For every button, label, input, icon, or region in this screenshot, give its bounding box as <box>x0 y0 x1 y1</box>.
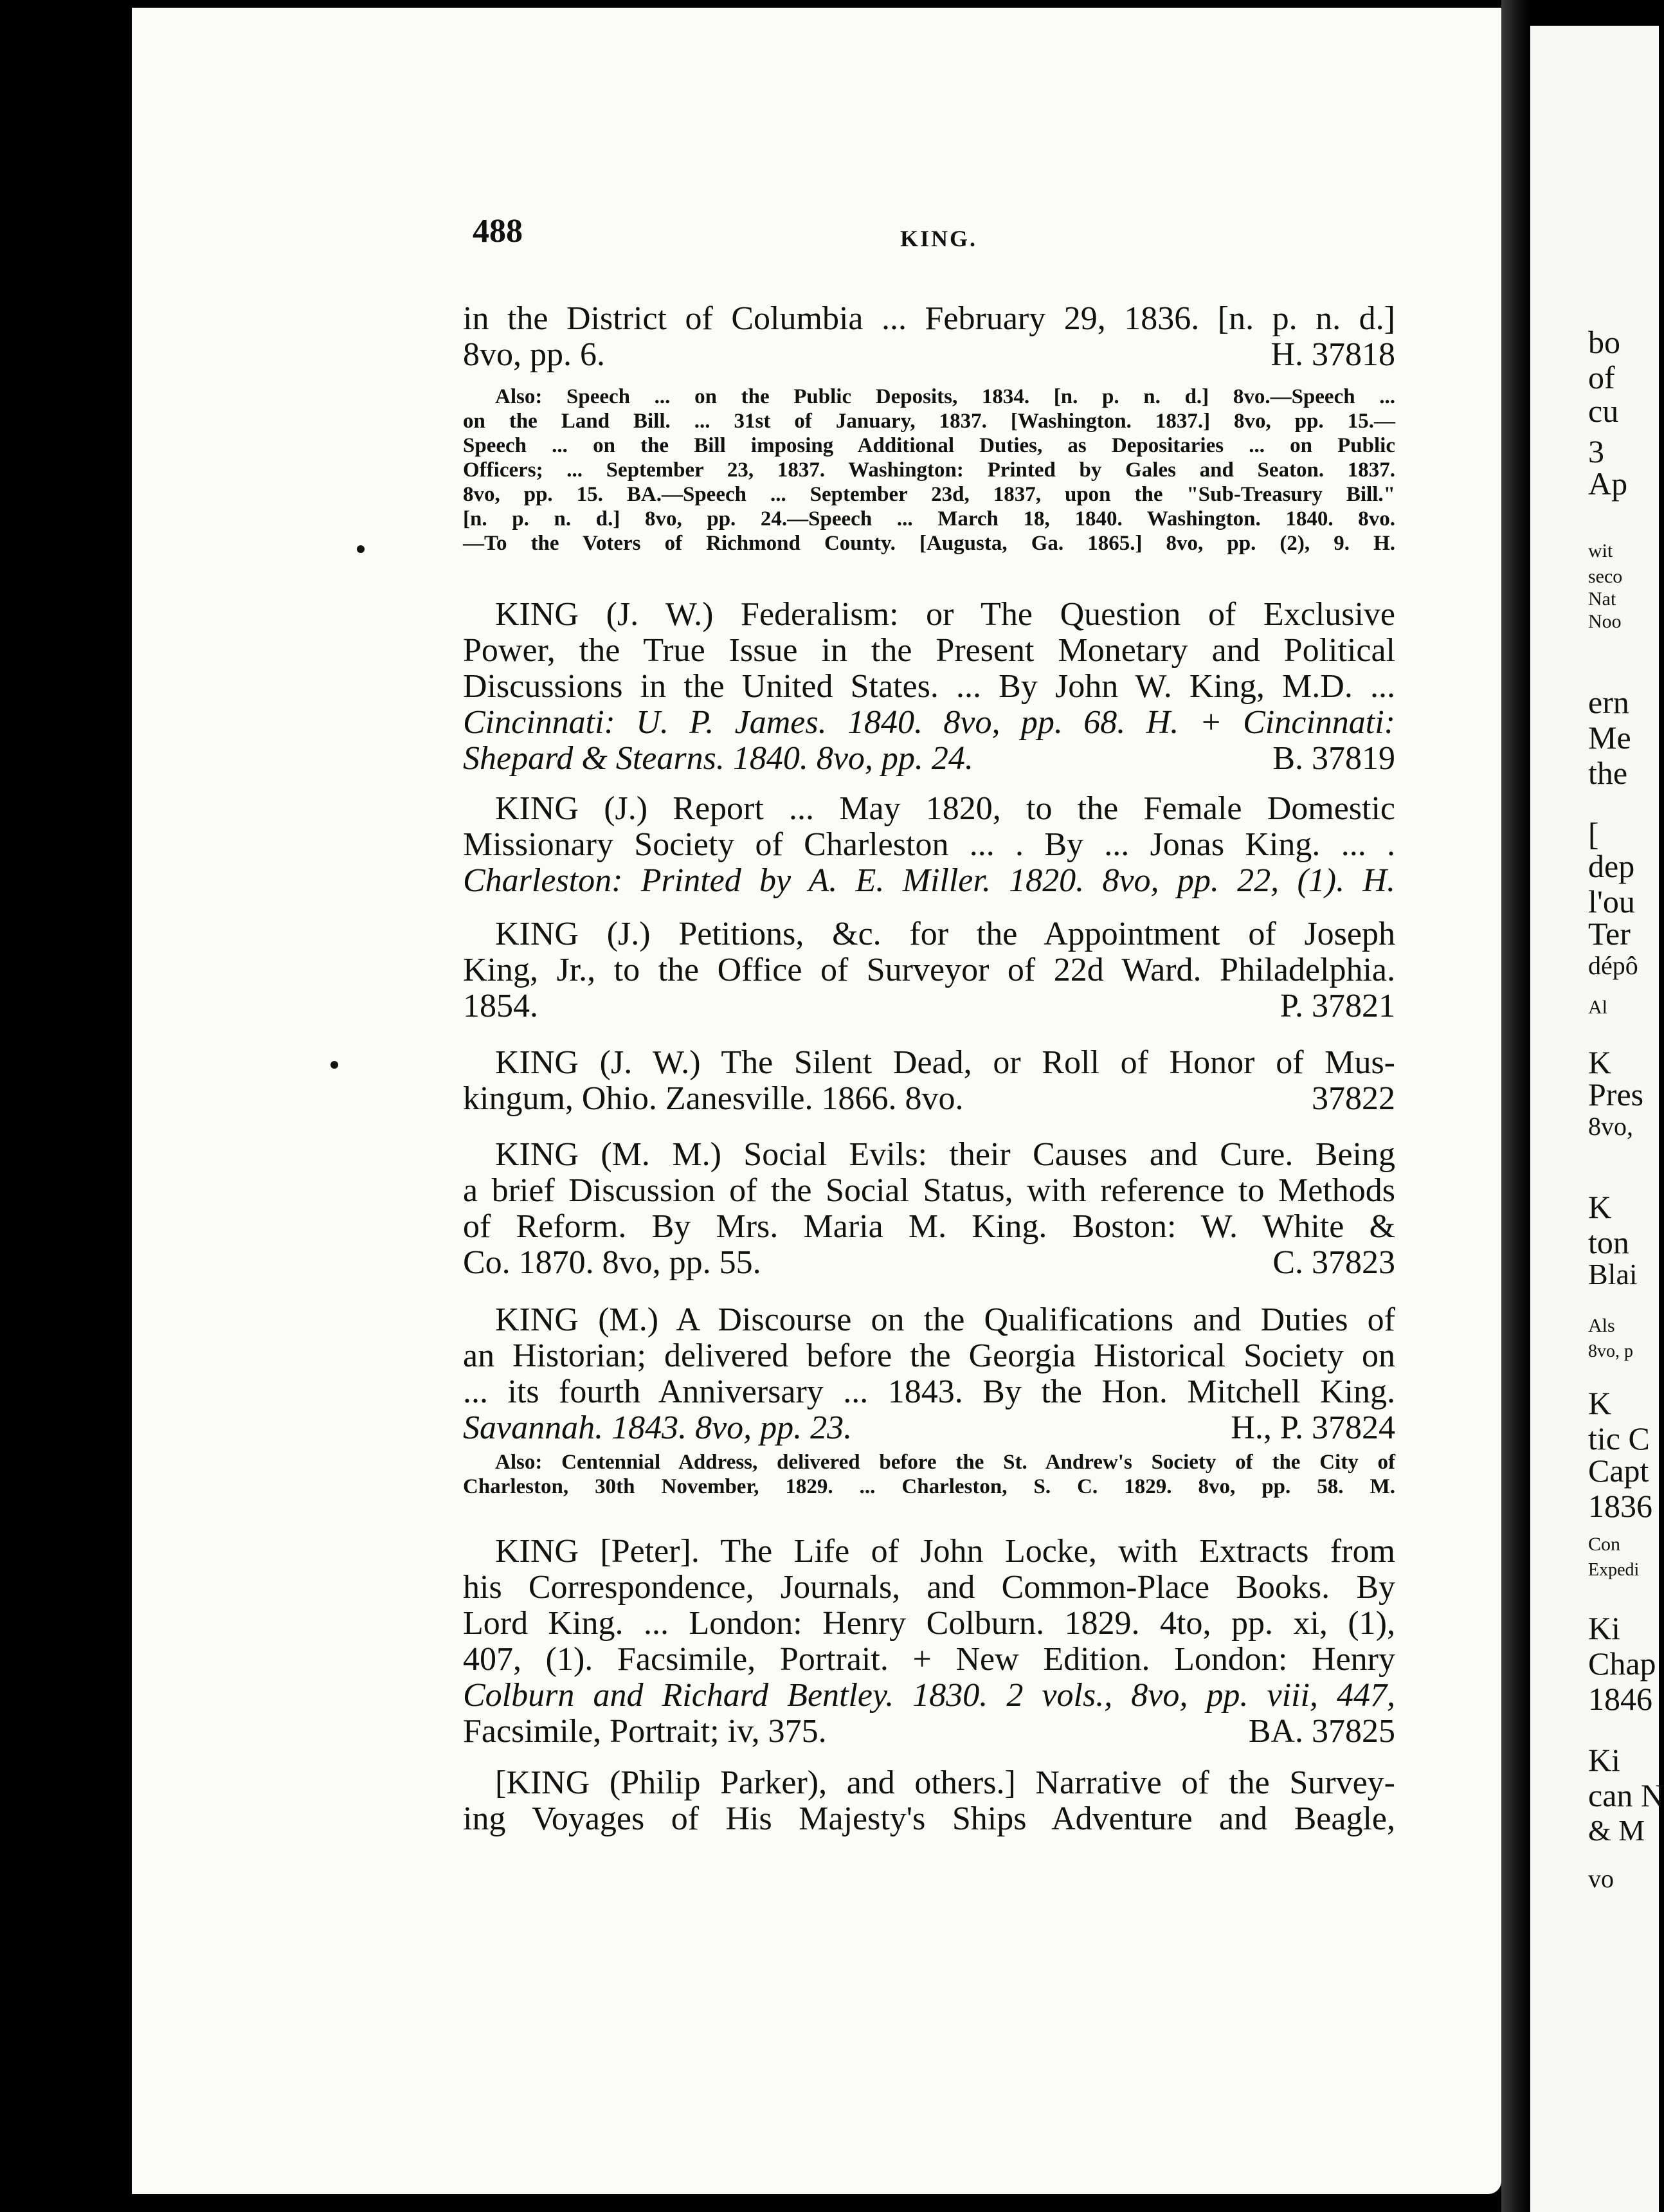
entry-continuation <box>463 301 1395 373</box>
note-line: Officers; ... September 23, 1837. Washington: Printed by Gales and Seaton. 1837. <box>463 458 1395 482</box>
entry-line: a brief Discussion of the Social Status, with reference to Methods <box>463 1172 1395 1209</box>
entry-line: Facsimile, Portrait; iv, 375. <box>463 1713 827 1750</box>
right-page-fragment: can N <box>1588 1777 1664 1813</box>
right-page-fragment: 8vo, <box>1588 1112 1633 1141</box>
right-page-fragment: Expedi <box>1588 1560 1640 1580</box>
right-page-fragment: of <box>1588 359 1615 395</box>
right-page-fragment: Als <box>1588 1315 1615 1336</box>
right-page-fragment: 8vo, p <box>1588 1341 1633 1361</box>
entry-line: kingum, Ohio. Zanesville. 1866. 8vo. <box>463 1080 964 1117</box>
right-page-fragment: dep <box>1588 848 1635 884</box>
note-line: Also: Centennial Address, delivered before the St. Andrew's Society of the City of <box>495 1451 1395 1474</box>
entry-line: Co. 1870. 8vo, pp. 55. <box>463 1244 761 1281</box>
entry-king-philip-parker <box>463 1765 1395 1837</box>
entry-line: KING (J. W.) Federalism: or The Question of Exclusive <box>495 596 1395 633</box>
also-note <box>463 385 1395 556</box>
right-page-fragment: ton <box>1588 1224 1629 1260</box>
right-page-fragment: Blai <box>1588 1258 1638 1291</box>
entry-number: B. 37819 <box>1272 740 1395 777</box>
right-page-fragment: 1836 <box>1588 1488 1652 1524</box>
note-line: Speech ... on the Bill imposing Additional Duties, as Depositaries ... on Public <box>463 434 1395 457</box>
entry-number: C. 37823 <box>1272 1244 1395 1281</box>
scan-border-left <box>0 0 132 2212</box>
right-page-fragment: 1846 <box>1588 1681 1652 1717</box>
right-page-fragment: Ki <box>1588 1742 1620 1778</box>
note-line: [n. p. n. d.] 8vo, pp. 24.—Speech ... March 18, 1840. Washington. 1840. 8vo. <box>463 507 1395 530</box>
entry-line: Discussions in the United States. ... By John W. King, M.D. ... <box>463 668 1395 705</box>
running-title: KING. <box>900 226 978 251</box>
right-page-fragment: Con <box>1588 1534 1621 1555</box>
note-line: on the Land Bill. ... 31st of January, 1837. [Washington. 1837.] 8vo, pp. 15.— <box>463 410 1395 433</box>
entry-line: Power, the True Issue in the Present Monetary and Political <box>463 632 1395 669</box>
right-page-fragment: Al <box>1588 997 1607 1018</box>
entry-line: King, Jr., to the Office of Surveyor of 22d Ward. Philadelphia. <box>463 952 1395 988</box>
right-page-fragment: Nat <box>1588 588 1616 610</box>
right-page-fragment: seco <box>1588 566 1623 587</box>
right-page-fragment: Chap <box>1588 1645 1656 1682</box>
right-page-fragment: cu <box>1588 393 1619 429</box>
entry-line: Missionary Society of Charleston ... . By ... Jonas King. ... . <box>463 826 1395 863</box>
right-page-fragment: K <box>1588 1189 1612 1225</box>
page-number: 488 <box>473 213 523 249</box>
right-page-fragment: 3 <box>1588 433 1604 469</box>
entry-king-m-discourse <box>463 1302 1395 1446</box>
right-page-fragment: Ki <box>1588 1610 1620 1646</box>
entry-king-jw-silent-dead <box>463 1045 1395 1117</box>
entry-number: P. 37821 <box>1280 988 1395 1024</box>
also-note <box>463 1450 1395 1499</box>
right-page-fragment: Ap <box>1588 466 1628 502</box>
entry-line: 1854. <box>463 988 538 1024</box>
entry-number: H. 37818 <box>1271 336 1395 373</box>
entry-king-jw-federalism <box>463 597 1395 777</box>
right-page-fragment: vo <box>1588 1864 1614 1893</box>
right-page-fragment: the <box>1588 755 1628 791</box>
entry-line: of Reform. By Mrs. Maria M. King. Boston: W. White & <box>463 1208 1395 1245</box>
book-gutter <box>1501 0 1530 2212</box>
right-page-fragment: [ <box>1588 816 1599 852</box>
right-page-fragment: wit <box>1588 540 1613 561</box>
entry-number: 37822 <box>1312 1080 1395 1117</box>
entry-line: 407, (1). Facsimile, Portrait. + New Edition. London: Henry <box>463 1641 1395 1678</box>
right-page-fragment: l'ou <box>1588 884 1635 920</box>
entry-line: KING (M. M.) Social Evils: their Causes and Cure. Being <box>495 1136 1395 1173</box>
right-page-fragment: Capt <box>1588 1453 1649 1489</box>
entry-line: Lord King. ... London: Henry Colburn. 1829. 4to, pp. xi, (1), <box>463 1605 1395 1642</box>
right-page-fragment: bo <box>1588 324 1620 360</box>
right-page-fragment: ern <box>1588 684 1629 720</box>
right-page-fragment: tic C <box>1588 1420 1650 1456</box>
entry-king-j-report <box>463 791 1395 899</box>
right-page-fragment: dépô <box>1588 951 1638 980</box>
note-line: Charleston, 30th November, 1829. ... Charleston, S. C. 1829. 8vo, pp. 58. M. <box>463 1475 1395 1498</box>
entry-number: H., P. 37824 <box>1231 1410 1395 1446</box>
entry-line: [KING (Philip Parker), and others.] Narrative of the Survey- <box>495 1764 1395 1801</box>
entry-king-j-petitions <box>463 916 1395 1024</box>
right-page-fragment: Me <box>1588 720 1631 756</box>
entry-line: Colburn and Richard Bentley. 1830. 2 vols., 8vo, pp. viii, 447, <box>463 1677 1395 1714</box>
entry-line: KING (J. W.) The Silent Dead, or Roll of Honor of Mus- <box>495 1044 1395 1081</box>
right-page-fragment: & M <box>1588 1814 1645 1847</box>
right-page-fragment: K <box>1588 1385 1612 1421</box>
right-page-fragment: K <box>1588 1044 1612 1080</box>
entry-line: KING (M.) A Discourse on the Qualifications and Duties of <box>495 1301 1395 1338</box>
entry-line: 8vo, pp. 6. <box>463 336 605 373</box>
entry-line: Savannah. 1843. 8vo, pp. 23. <box>463 1410 853 1446</box>
entry-line: an Historian; delivered before the Georgia Historical Society on <box>463 1337 1395 1374</box>
entry-line: Cincinnati: U. P. James. 1840. 8vo, pp. 68. H. + Cincinnati: <box>463 704 1395 741</box>
entry-king-peter-locke <box>463 1534 1395 1750</box>
right-page-fragment: Noo <box>1588 611 1622 632</box>
entry-line: ... its fourth Anniversary ... 1843. By the Hon. Mitchell King. <box>463 1373 1395 1410</box>
entry-line: KING (J.) Report ... May 1820, to the Female Domestic <box>495 790 1395 827</box>
note-line: —To the Voters of Richmond County. [Augusta, Ga. 1865.] 8vo, pp. (2), 9. H. <box>463 532 1395 555</box>
note-line: Also: Speech ... on the Public Deposits, 1834. [n. p. n. d.] 8vo.—Speech ... <box>495 385 1395 408</box>
entry-line: his Correspondence, Journals, and Common-Place Books. By <box>463 1569 1395 1606</box>
note-line: 8vo, pp. 15. BA.—Speech ... September 23d, 1837, upon the "Sub-Treasury Bill." <box>463 483 1395 506</box>
entry-line: in the District of Columbia ... February 29, 1836. [n. p. n. d.] <box>463 300 1395 337</box>
entry-number: BA. 37825 <box>1248 1713 1395 1750</box>
entry-line: Shepard & Stearns. 1840. 8vo, pp. 24. <box>463 740 973 777</box>
entry-line: KING (J.) Petitions, &c. for the Appointment of Joseph <box>495 916 1395 952</box>
right-page-fragment: Ter <box>1588 916 1631 952</box>
right-page-fragment: Pres <box>1588 1076 1644 1112</box>
entry-line: Charleston: Printed by A. E. Miller. 1820. 8vo, pp. 22, (1). H. <box>463 862 1395 899</box>
scan-speck <box>357 545 365 553</box>
entry-king-mm-social-evils <box>463 1137 1395 1281</box>
scan-speck <box>330 1061 338 1069</box>
entry-line: KING [Peter]. The Life of John Locke, with Extracts from <box>495 1533 1395 1570</box>
entry-line: ing Voyages of His Majesty's Ships Adventure and Beagle, <box>463 1800 1395 1837</box>
